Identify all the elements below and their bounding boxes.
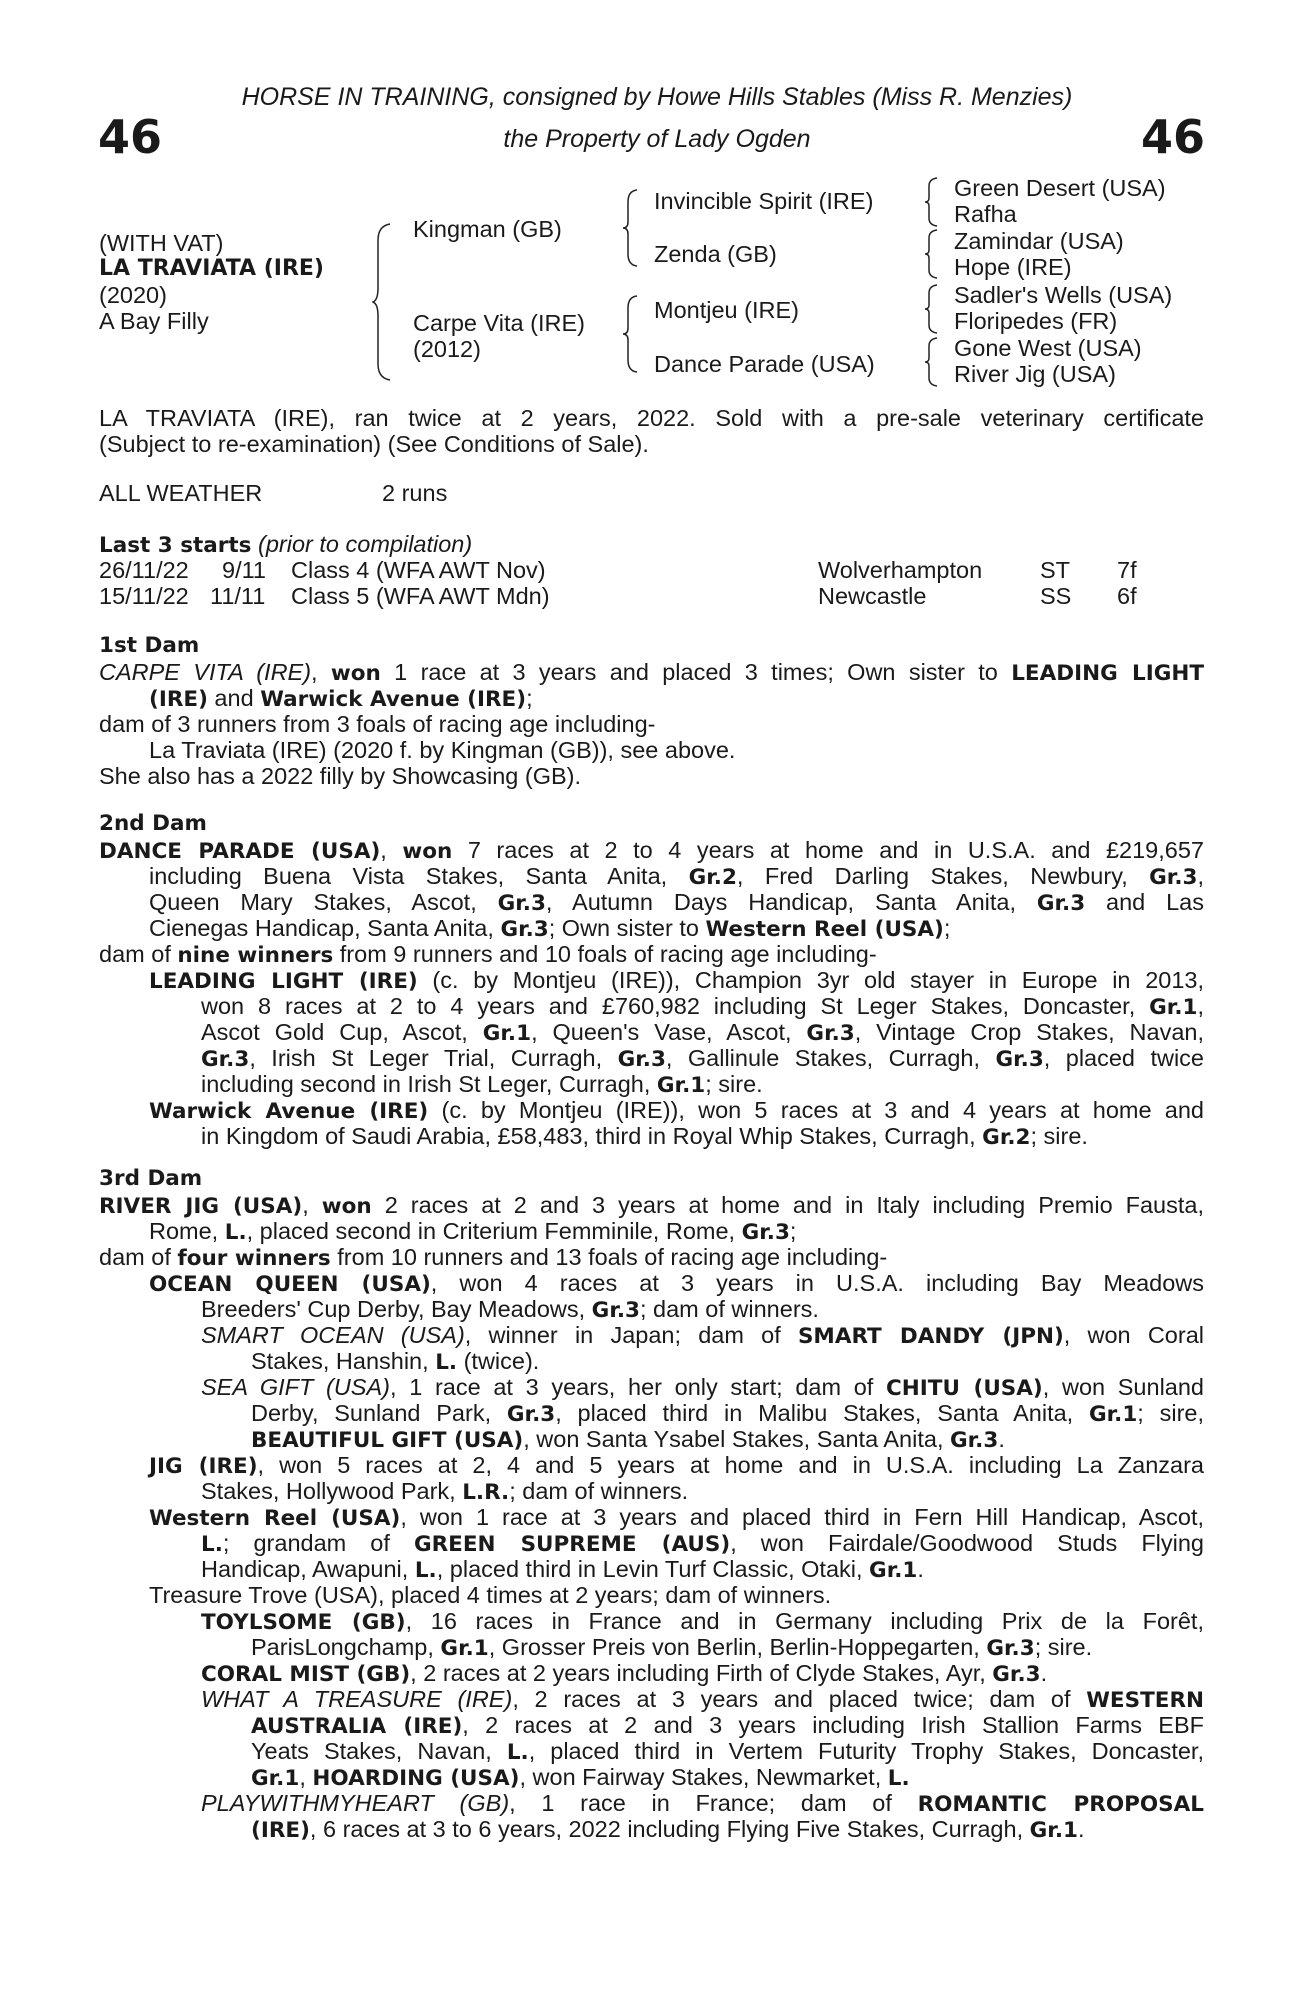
- great-grandparent-8: River Jig (USA): [954, 361, 1116, 387]
- text-line: [99, 837, 1204, 863]
- won-label: won: [330, 661, 381, 686]
- start-distance: 6f: [1117, 583, 1137, 609]
- horse-name: PLAYWITHMYHEART (GB): [201, 1790, 510, 1816]
- third-dam-section: [99, 1166, 1204, 1842]
- sire-parents-brace: [622, 188, 640, 268]
- grade-label: Gr.3: [995, 1047, 1044, 1072]
- text-run: (c. by Montjeu (IRE)), Champion 3yr old stayer in Europe in 2013,: [417, 967, 1204, 993]
- text-run: ; sire.: [1030, 1123, 1088, 1149]
- text-run: ; dam of winners.: [639, 1296, 819, 1322]
- text-line: [99, 863, 1204, 889]
- text-run: Stakes, Hanshin,: [251, 1348, 436, 1374]
- text-run: , Gallinule Stakes, Curragh,: [665, 1045, 996, 1071]
- text-run: , Irish St Leger Trial, Curragh,: [249, 1045, 618, 1071]
- great-grandparent-4: Hope (IRE): [954, 254, 1072, 280]
- dam-year: (2012): [413, 336, 481, 362]
- grade-label: Gr.3: [617, 1047, 666, 1072]
- text-line: [99, 1478, 1204, 1504]
- grade-label: L.: [435, 1350, 458, 1375]
- grade-label: Gr.3: [497, 891, 546, 916]
- text-run: , Autumn Days Handicap, Santa Anita,: [545, 889, 1037, 915]
- horse-description: A Bay Filly: [99, 308, 209, 334]
- g-brace-3: [924, 283, 940, 335]
- grade-label: Gr.1: [440, 1636, 489, 1661]
- text-run: ; sire,: [1137, 1400, 1204, 1426]
- horse-year: (2020): [99, 282, 167, 308]
- text-line: [99, 1019, 1204, 1045]
- great-grandparent-2: Rafha: [954, 201, 1017, 227]
- horse-name: Warwick Avenue (IRE): [149, 1099, 429, 1124]
- text-line: [99, 1608, 1204, 1634]
- horse-name: Warwick Avenue (IRE): [260, 687, 527, 712]
- grade-label: Gr.1: [656, 1073, 706, 1098]
- horse-name: LEADING LIGHT (IRE): [149, 969, 418, 994]
- text-run: Queen Mary Stakes, Ascot,: [149, 889, 498, 915]
- dam-sire: Montjeu (IRE): [654, 297, 799, 323]
- text-run: , won Santa Ysabel Stakes, Santa Anita,: [523, 1426, 950, 1452]
- text-line: [99, 941, 1204, 967]
- start-race: Class 4 (WFA AWT Nov): [291, 557, 546, 583]
- text-run: ; dam of winners.: [509, 1478, 689, 1504]
- consignor-line: HORSE IN TRAINING, consigned by Howe Hills Stables (Miss R. Menzies): [241, 83, 1073, 111]
- intro-paragraph: [99, 405, 1204, 457]
- text-run: , placed third in Levin Turf Classic, Otaki,: [436, 1556, 870, 1582]
- horse-name: Western Reel (USA): [705, 917, 944, 942]
- text-run: won 8 races at 2 to 4 years and £760,982 including St Leger Stakes, Doncaster,: [201, 993, 1150, 1019]
- first-dam-title: 1st Dam: [99, 633, 200, 658]
- text-run: Yeats Stakes, Navan,: [251, 1738, 507, 1764]
- text-run: ,: [302, 1192, 322, 1218]
- text-run: , Grosser Preis von Berlin, Berlin-Hoppegarten,: [488, 1634, 987, 1660]
- text-line: She also has a 2022 filly by Showcasing (GB).: [99, 763, 582, 789]
- text-line: [99, 1426, 1204, 1452]
- winners-count: four winners: [177, 1246, 331, 1271]
- grade-label: Gr.3: [950, 1428, 999, 1453]
- text-line: Treasure Trove (USA), placed 4 times at 2 years; dam of winners.: [149, 1582, 832, 1608]
- text-line: [99, 993, 1204, 1019]
- start-date: 26/11/22: [99, 557, 189, 583]
- horse-name: SEA GIFT (USA): [201, 1374, 390, 1400]
- text-line: [99, 1374, 1204, 1400]
- dam-name: Carpe Vita (IRE): [413, 310, 585, 336]
- grade-label: L.: [506, 1740, 529, 1765]
- vat-label: (WITH VAT): [99, 230, 224, 256]
- text-line: [99, 1712, 1204, 1738]
- text-line: [99, 1634, 1204, 1660]
- horse-name: ROMANTIC PROPOSAL: [917, 1792, 1204, 1817]
- grade-label: Gr.3: [806, 1021, 855, 1046]
- text-line: dam of 3 runners from 3 foals of racing age including-: [99, 711, 656, 737]
- text-run: ,: [299, 1764, 313, 1790]
- text-run: ParisLongchamp,: [251, 1634, 441, 1660]
- horse-name: GREEN SUPREME (AUS): [413, 1532, 731, 1557]
- text-line: [99, 1816, 1204, 1842]
- g-brace-1: [924, 176, 940, 228]
- start-distance: 7f: [1117, 557, 1137, 583]
- horse-name: DANCE PARADE (USA): [99, 839, 381, 864]
- great-grandparent-3: Zamindar (USA): [954, 228, 1124, 254]
- text-run: .: [998, 1426, 1005, 1452]
- grade-label: L.: [414, 1558, 437, 1583]
- grade-label: Gr.3: [1036, 891, 1086, 916]
- text-run: 1 race at 3 years and placed 3 times; Own sister to: [380, 659, 1012, 685]
- great-grandparent-5: Sadler's Wells (USA): [954, 282, 1173, 308]
- text-line: [99, 1244, 1204, 1270]
- text-run: Derby, Sunland Park,: [251, 1400, 507, 1426]
- text-run: , Vintage Crop Stakes, Navan,: [854, 1019, 1204, 1045]
- grade-label: Gr.3: [591, 1298, 640, 1323]
- text-line: [99, 1400, 1204, 1426]
- winners-count: nine winners: [177, 943, 334, 968]
- g-brace-4: [924, 336, 940, 388]
- text-run: Cienegas Handicap, Santa Anita,: [149, 915, 501, 941]
- text-line: La Traviata (IRE) (2020 f. by Kingman (GB)), see above.: [149, 737, 736, 763]
- text-line: [99, 1686, 1204, 1712]
- text-run: ; sire.: [1034, 1634, 1093, 1660]
- text-run: ,: [1197, 993, 1204, 1019]
- horse-name: SMART DANDY (JPN): [797, 1324, 1064, 1349]
- sire-name: Kingman (GB): [413, 216, 562, 242]
- horse-name: BEAUTIFUL GIFT (USA): [251, 1428, 524, 1453]
- text-run: , won 1 race at 3 years and placed third in Fern Hill Handicap, Ascot,: [400, 1504, 1204, 1530]
- third-dam-title: 3rd Dam: [99, 1166, 203, 1191]
- lot-number-right: 46: [1140, 110, 1205, 164]
- text-line: [99, 1045, 1204, 1071]
- grade-label: L.R.: [462, 1480, 510, 1505]
- text-run: from 9 runners and 10 foals of racing age including-: [333, 941, 877, 967]
- second-dam-section: [99, 811, 1204, 1149]
- text-run: (twice).: [457, 1348, 540, 1374]
- text-run: ,: [1197, 863, 1204, 889]
- text-run: , won Coral: [1063, 1322, 1204, 1348]
- dam-parents-brace: [622, 294, 640, 374]
- text-run: , placed second in Criterium Femminile, Rome,: [246, 1218, 742, 1244]
- text-line: [99, 1452, 1204, 1478]
- text-run: , won 5 races at 2, 4 and 5 years at home and in U.S.A. including La Zanzara: [257, 1452, 1205, 1478]
- text-run: , won Fairway Stakes, Newmarket,: [519, 1764, 888, 1790]
- text-run: from 10 runners and 13 foals of racing age including-: [330, 1244, 888, 1270]
- text-run: , 1 race in France; dam of: [509, 1790, 918, 1816]
- horse-name: CHITU (USA): [886, 1376, 1043, 1401]
- horse-name: (IRE): [251, 1818, 310, 1843]
- text-run: (c. by Montjeu (IRE)), won 5 races at 3 and 4 years at home and: [428, 1097, 1204, 1123]
- text-run: , placed third in Vertem Futurity Trophy Stakes, Doncaster,: [528, 1738, 1204, 1764]
- start-surface: ST: [1040, 557, 1071, 583]
- text-run: Stakes, Hollywood Park,: [201, 1478, 463, 1504]
- text-run: , placed third in Malibu Stakes, Santa Anita,: [555, 1400, 1089, 1426]
- text-run: , 6 races at 3 to 6 years, 2022 including Flying Five Stakes, Curragh,: [309, 1816, 1030, 1842]
- text-run: ;: [943, 915, 951, 941]
- text-line: [99, 889, 1204, 915]
- text-line: [99, 1660, 1204, 1686]
- intro-line: (Subject to re-examination) (See Conditions of Sale).: [99, 431, 649, 457]
- text-run: , 1 race at 3 years, her only start; dam of: [390, 1374, 886, 1400]
- text-line: [99, 1071, 1204, 1097]
- owner-line: the Property of Lady Ogden: [503, 125, 811, 153]
- last-starts-title: Last 3 starts: [99, 533, 252, 558]
- grade-label: Gr.2: [982, 1125, 1031, 1150]
- text-run: ;: [789, 1218, 797, 1244]
- text-run: , 2 races at 3 years and placed twice; dam of: [512, 1686, 1087, 1712]
- horse-name: SMART OCEAN (USA): [201, 1322, 465, 1348]
- all-weather-value: 2 runs: [382, 480, 448, 506]
- text-line: [99, 1764, 1204, 1790]
- start-position: 11/11: [210, 583, 266, 609]
- grade-label: Gr.3: [986, 1636, 1035, 1661]
- text-run: including Buena Vista Stakes, Santa Anita,: [149, 863, 689, 889]
- text-run: , winner in Japan; dam of: [464, 1322, 798, 1348]
- grade-label: Gr.1: [1088, 1402, 1138, 1427]
- great-grandparent-6: Floripedes (FR): [954, 308, 1118, 334]
- grade-label: L.: [201, 1532, 223, 1557]
- text-run: , won Sunland: [1042, 1374, 1204, 1400]
- grade-label: Gr.3: [1149, 865, 1198, 890]
- grade-label: L.: [224, 1220, 247, 1245]
- text-run: 7 races at 2 to 4 years at home and in U.S.A. and £219,657: [452, 837, 1204, 863]
- text-run: , Fred Darling Stakes, Newbury,: [736, 863, 1150, 889]
- grade-label: Gr.1: [1149, 995, 1198, 1020]
- text-run: , won Fairdale/Goodwood Studs Flying: [730, 1530, 1205, 1556]
- text-run: dam of: [99, 941, 178, 967]
- text-run: ,: [311, 659, 331, 685]
- text-run: , placed twice: [1043, 1045, 1204, 1071]
- text-run: , 2 races at 2 years including Firth of Clyde Stakes, Ayr,: [410, 1660, 993, 1686]
- text-line: [99, 659, 1204, 685]
- horse-name: LEADING LIGHT: [1011, 661, 1204, 686]
- text-line: [99, 1790, 1204, 1816]
- horse-name: OCEAN QUEEN (USA): [149, 1272, 431, 1297]
- text-run: and: [207, 685, 261, 711]
- last-starts-heading: [99, 531, 472, 559]
- horse-name: HOARDING (USA): [312, 1766, 520, 1791]
- won-label: won: [402, 839, 453, 864]
- text-run: including second in Irish St Leger, Curragh,: [201, 1071, 657, 1097]
- text-line: [99, 1296, 1204, 1322]
- text-run: dam of: [99, 1244, 178, 1270]
- text-run: , won 4 races at 3 years in U.S.A. including Bay Meadows: [430, 1270, 1205, 1296]
- grade-label: Gr.1: [251, 1766, 300, 1791]
- horse-name: WHAT A TREASURE (IRE): [201, 1686, 513, 1712]
- start-date: 15/11/22: [99, 583, 189, 609]
- grade-label: Gr.3: [506, 1402, 556, 1427]
- text-line: [99, 1270, 1204, 1296]
- great-grandparent-7: Gone West (USA): [954, 335, 1142, 361]
- lot-number-left: 46: [98, 110, 163, 164]
- text-run: Rome,: [149, 1218, 225, 1244]
- grade-label: Gr.1: [869, 1558, 918, 1583]
- grade-label: Gr.2: [688, 865, 737, 890]
- text-run: ,: [380, 837, 403, 863]
- text-run: Handicap, Awapuni,: [201, 1556, 415, 1582]
- text-run: ; grandam of: [222, 1530, 414, 1556]
- text-run: .: [917, 1556, 924, 1582]
- horse-name: TOYLSOME (GB): [201, 1610, 406, 1635]
- intro-line: LA TRAVIATA (IRE), ran twice at 2 years, 2022. Sold with a pre-sale veterinary certificate: [99, 405, 1204, 431]
- text-line: [99, 1504, 1204, 1530]
- text-line: [99, 1556, 1204, 1582]
- text-run: .: [1040, 1660, 1048, 1686]
- horse-name: AUSTRALIA (IRE): [251, 1714, 463, 1739]
- text-run: , Queen's Vase, Ascot,: [531, 1019, 807, 1045]
- text-run: and Las: [1085, 889, 1205, 915]
- start-course: Newcastle: [818, 583, 927, 609]
- grade-label: L.: [887, 1766, 910, 1791]
- text-line: [99, 1192, 1204, 1218]
- sire-dam: Zenda (GB): [654, 241, 777, 267]
- great-grandparent-1: Green Desert (USA): [954, 175, 1166, 201]
- text-line: [99, 1738, 1204, 1764]
- horse-name: RIVER JIG (USA): [99, 1194, 303, 1219]
- text-line: [99, 685, 1204, 711]
- start-position: 9/11: [222, 557, 266, 583]
- text-run: , 2 races at 2 and 3 years including Irish Stallion Farms EBF: [462, 1712, 1204, 1738]
- grade-label: Gr.1: [482, 1021, 532, 1046]
- text-run: ; Own sister to: [548, 915, 706, 941]
- text-run: 2 races at 2 and 3 years at home and in Italy including Premio Fausta,: [371, 1192, 1205, 1218]
- text-run: in Kingdom of Saudi Arabia, £58,483, third in Royal Whip Stakes, Curragh,: [201, 1123, 983, 1149]
- horse-name: WESTERN: [1086, 1688, 1205, 1713]
- text-run: Ascot Gold Cup, Ascot,: [201, 1019, 483, 1045]
- grade-label: Gr.3: [992, 1662, 1041, 1687]
- grade-label: Gr.3: [201, 1047, 250, 1072]
- dam-dam: Dance Parade (USA): [654, 351, 875, 377]
- text-run: .: [1077, 1816, 1085, 1842]
- won-label: won: [321, 1194, 372, 1219]
- grade-label: Gr.3: [741, 1220, 790, 1245]
- text-line: [99, 967, 1204, 993]
- text-line: [99, 1218, 1204, 1244]
- start-course: Wolverhampton: [818, 557, 983, 583]
- last-starts-subtitle: (prior to compilation): [258, 531, 473, 557]
- first-dam-section: [99, 633, 1204, 789]
- grade-label: Gr.1: [1029, 1818, 1078, 1843]
- sire-sire: Invincible Spirit (IRE): [654, 188, 874, 214]
- text-run: ; sire.: [705, 1071, 763, 1097]
- text-run: ;: [526, 685, 533, 711]
- horse-name: CORAL MIST (GB): [201, 1662, 411, 1687]
- text-line: [99, 1530, 1204, 1556]
- dam-name: CARPE VITA (IRE): [99, 659, 312, 685]
- text-line: [99, 1348, 1204, 1374]
- horse-name: (IRE): [149, 687, 208, 712]
- text-line: [99, 1097, 1204, 1123]
- text-line: [99, 1123, 1204, 1149]
- second-dam-title: 2nd Dam: [99, 811, 207, 836]
- horse-name: Western Reel (USA): [149, 1506, 401, 1531]
- text-line: [99, 915, 1204, 941]
- sire-dam-brace: [372, 222, 394, 382]
- start-surface: SS: [1040, 583, 1072, 609]
- horse-name: LA TRAVIATA (IRE): [99, 256, 324, 281]
- g-brace-2: [924, 228, 940, 280]
- text-line: [99, 1322, 1204, 1348]
- all-weather-label: ALL WEATHER: [99, 480, 263, 506]
- text-run: , 16 races in France and in Germany including Prix de la Forêt,: [405, 1608, 1204, 1634]
- grade-label: Gr.3: [500, 917, 549, 942]
- text-run: Breeders' Cup Derby, Bay Meadows,: [201, 1296, 592, 1322]
- start-race: Class 5 (WFA AWT Mdn): [291, 583, 550, 609]
- horse-name: JIG (IRE): [149, 1454, 258, 1479]
